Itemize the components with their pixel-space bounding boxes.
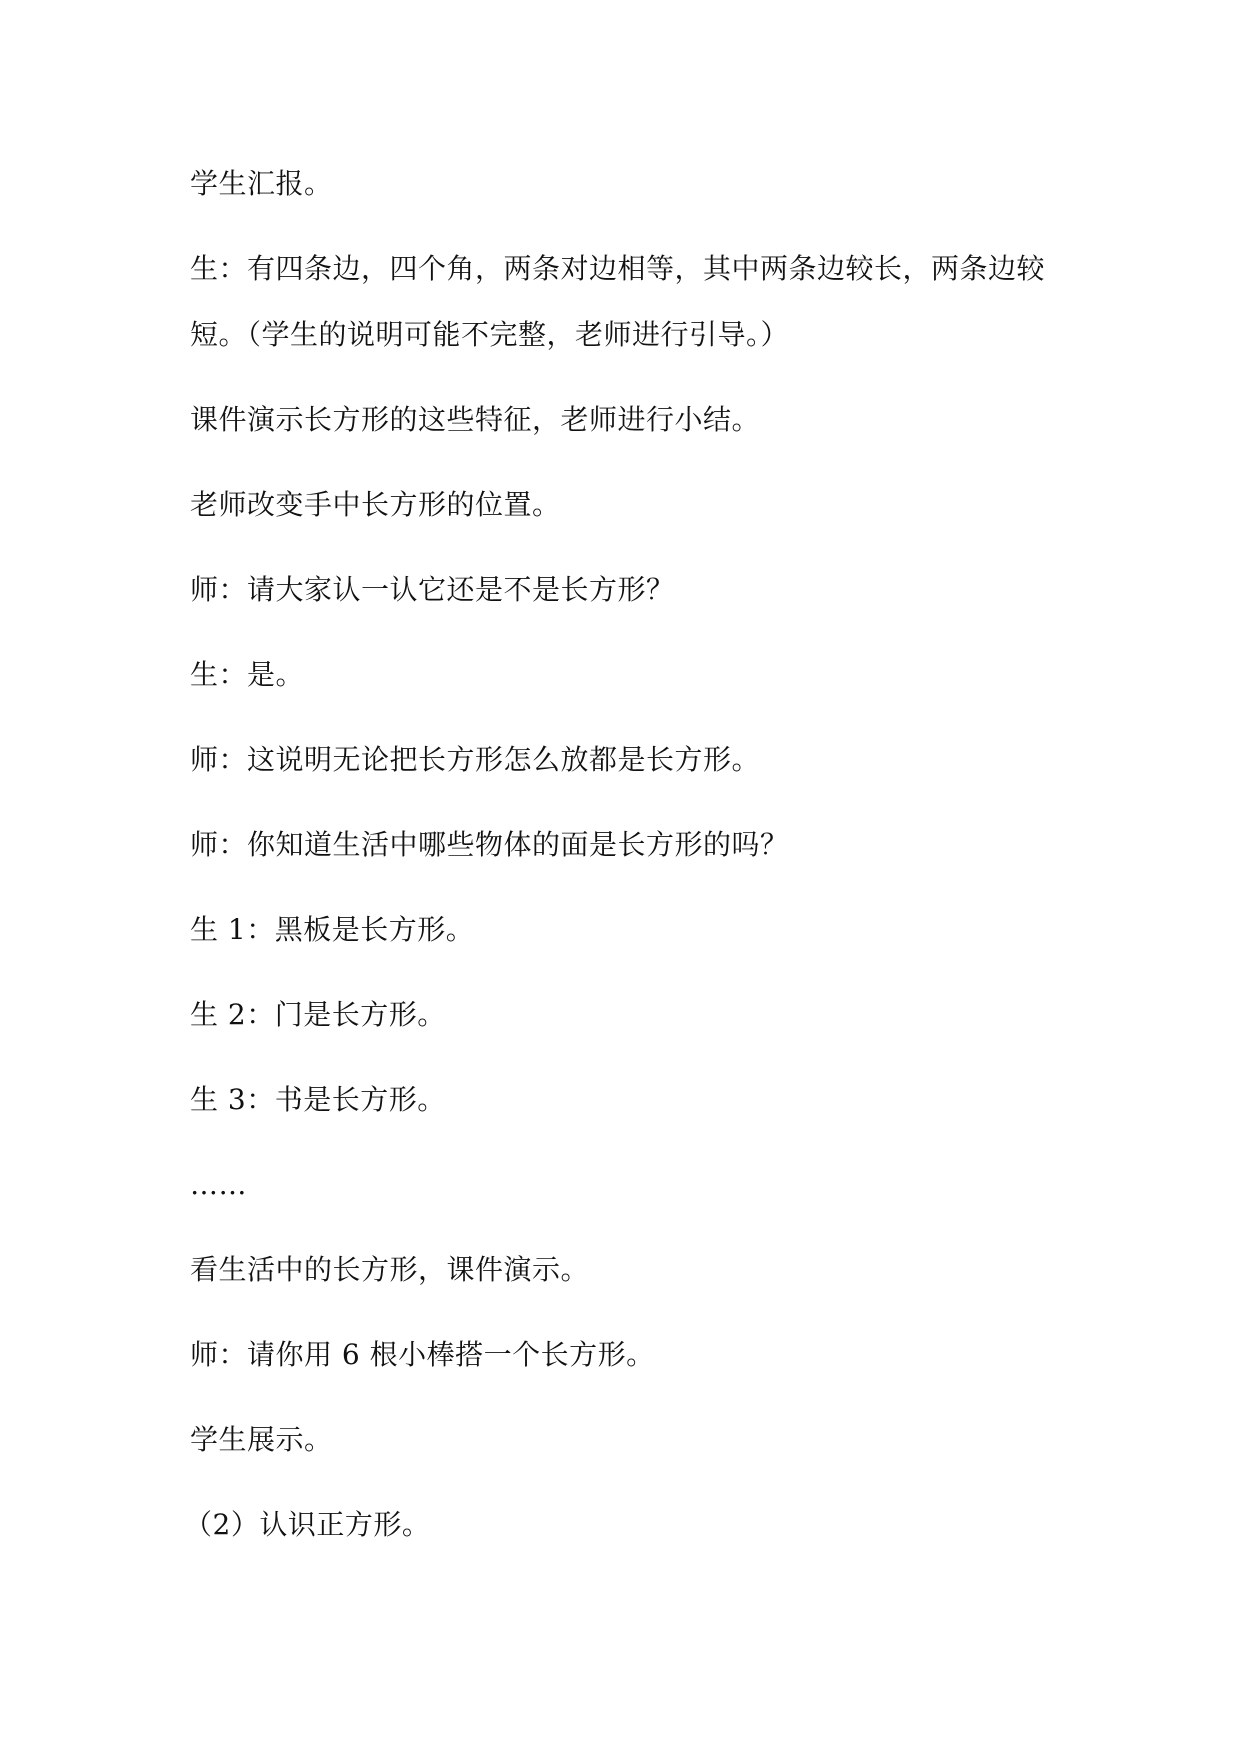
paragraph-student-report: 学生汇报。	[190, 167, 333, 200]
paragraph-courseware-demo: 课件演示长方形的这些特征，老师进行小结。	[190, 403, 761, 436]
paragraph-student-yes: 生：是。	[190, 658, 305, 691]
paragraph-student-show: 学生展示。	[190, 1423, 333, 1456]
paragraph-life-rectangles: 看生活中的长方形，课件演示。	[190, 1253, 590, 1286]
paragraph-teacher-life-question: 师：你知道生活中哪些物体的面是长方形的吗？	[190, 828, 789, 861]
paragraph-teacher-explain: 师：这说明无论把长方形怎么放都是长方形。	[190, 743, 761, 776]
paragraph-student-3: 生 3：书是长方形。	[190, 1083, 446, 1116]
paragraph-teacher-sticks: 师：请你用 6 根小棒搭一个长方形。	[190, 1338, 655, 1371]
paragraph-student-answer-line2: 短。（学生的说明可能不完整，老师进行引导。）	[190, 318, 790, 351]
paragraph-student-1: 生 1：黑板是长方形。	[190, 913, 475, 946]
paragraph-student-answer-line1: 生：有四条边，四个角，两条对边相等，其中两条边较长，两条边较	[190, 252, 1046, 285]
paragraph-student-2: 生 2：门是长方形。	[190, 998, 446, 1031]
paragraph-teacher-question: 师：请大家认一认它还是不是长方形？	[190, 573, 675, 606]
paragraph-teacher-change-position: 老师改变手中长方形的位置。	[190, 488, 561, 521]
paragraph-ellipsis: ……	[190, 1168, 247, 1201]
section-heading-square: （2）认识正方形。	[184, 1508, 431, 1541]
